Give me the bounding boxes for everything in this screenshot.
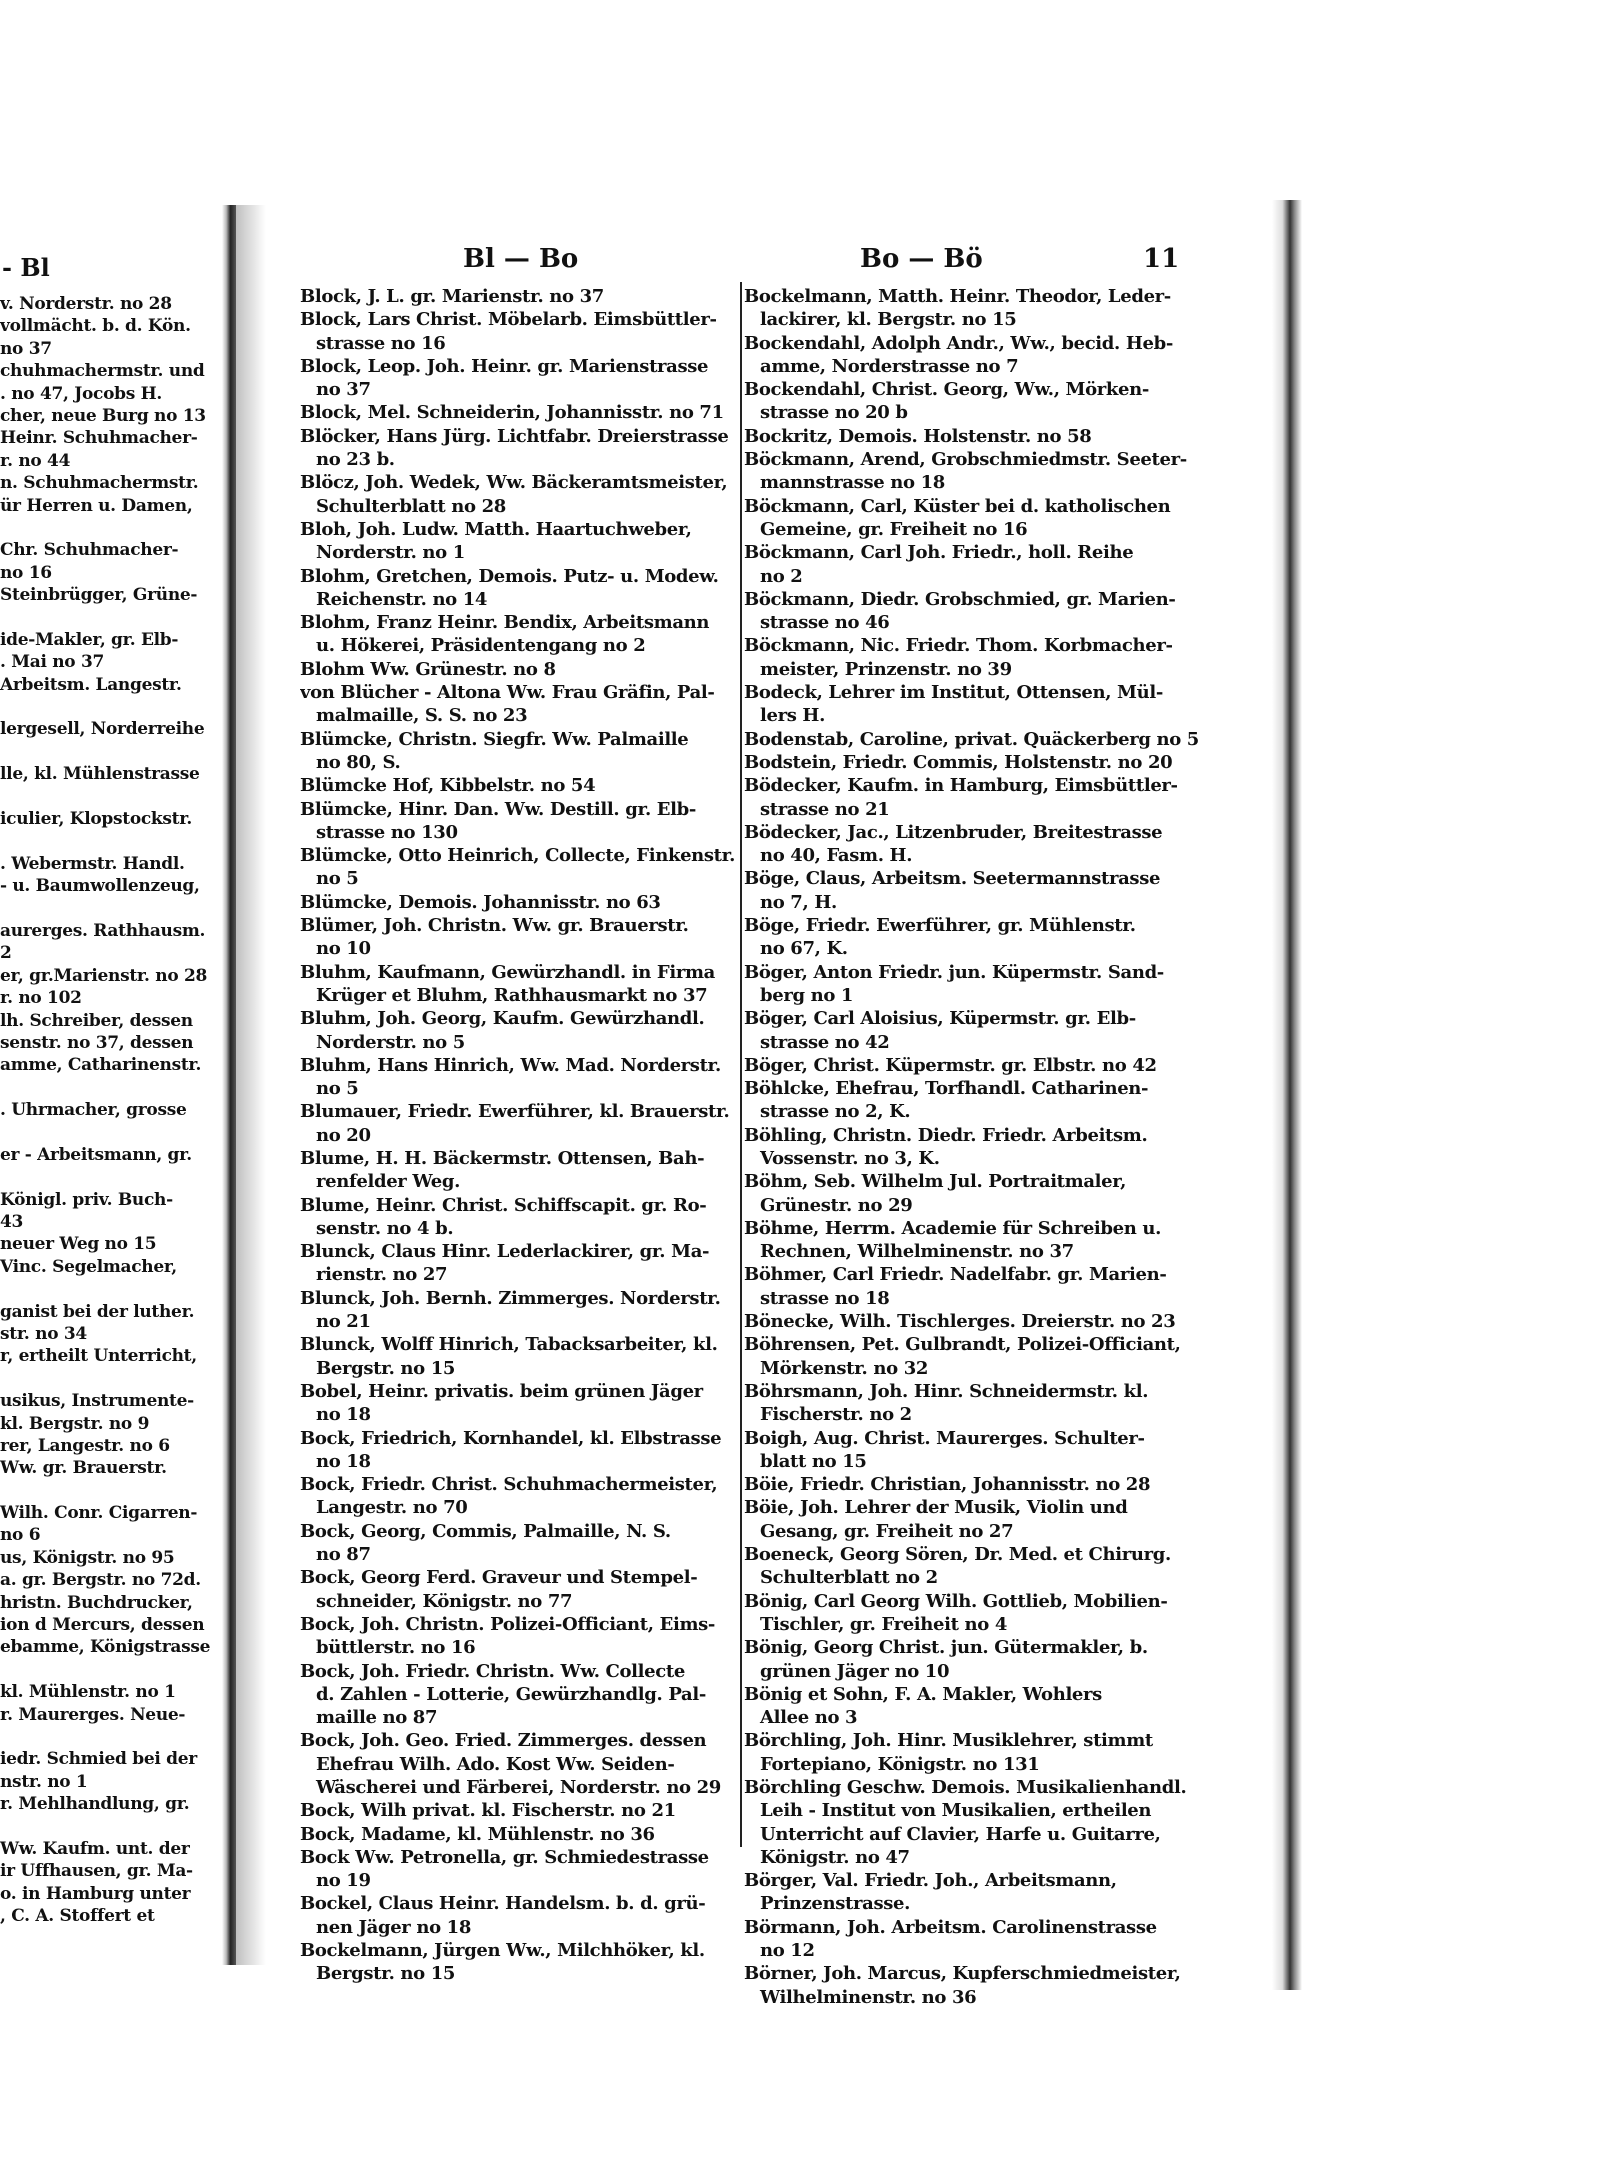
directory-entry-line: Boigh, Aug. Christ. Maurerges. Schulter-	[744, 1427, 1145, 1449]
directory-entry-line: Blümer, Joh. Christn. Ww. gr. Brauerstr.	[300, 915, 689, 937]
directory-entry-line: Bock, Georg Ferd. Graveur und Stempel-	[300, 1567, 698, 1589]
entry-continuation-line: Rechnen, Wilhelminenstr. no 37	[760, 1241, 1074, 1263]
entry-continuation-line: Prinzenstrasse.	[760, 1893, 911, 1915]
entry-continuation-line: schneider, Königstr. no 77	[316, 1590, 573, 1612]
facing-page-line: vollmächt. b. d. Kön.	[0, 316, 191, 337]
facing-page-line: lh. Schreiber, dessen	[0, 1010, 193, 1031]
entry-continuation-line: Ehefrau Wilh. Ado. Kost Ww. Seiden-	[316, 1753, 675, 1775]
entry-continuation-line: Schulterblatt no 28	[316, 495, 506, 517]
entry-continuation-line: Gemeine, gr. Freiheit no 16	[760, 518, 1028, 540]
facing-page-line: Steinbrügger, Grüne-	[0, 585, 198, 606]
facing-page-line: er, gr.Marienstr. no 28	[0, 965, 208, 986]
facing-page-line: 43	[0, 1212, 24, 1233]
facing-page-line: a. gr. Bergstr. no 72d.	[0, 1570, 201, 1591]
directory-entry-line: Böhme, Herrm. Academie für Schreiben u.	[744, 1217, 1162, 1239]
entry-continuation-line: malmaille, S. S. no 23	[316, 705, 528, 727]
entry-continuation-line: Allee no 3	[760, 1707, 858, 1729]
entry-continuation-line: no 87	[316, 1544, 371, 1566]
facing-page-line: - u. Baumwollenzeug,	[0, 876, 200, 897]
directory-entry-line: Bock, Wilh privat. kl. Fischerstr. no 21	[300, 1800, 676, 1822]
entry-continuation-line: no 20	[316, 1124, 371, 1146]
facing-page-line	[0, 898, 225, 920]
directory-entry-line: Börger, Val. Friedr. Joh., Arbeitsmann,	[744, 1870, 1117, 1892]
directory-entry-line: Bock, Joh. Friedr. Christn. Ww. Collecte	[300, 1660, 685, 1682]
book-fold	[222, 205, 236, 1965]
entry-continuation-line: Tischler, gr. Freiheit no 4	[760, 1613, 1007, 1635]
directory-entry-line: Bönecke, Wilh. Tischlerges. Dreierstr. no 23	[744, 1311, 1176, 1333]
entry-continuation-line: berg no 1	[760, 984, 854, 1006]
entry-continuation-line: Langestr. no 70	[316, 1497, 468, 1519]
facing-page-line: usikus, Instrumente-	[0, 1391, 194, 1412]
directory-entry-line: Bockelmann, Jürgen Ww., Milchhöker, kl.	[300, 1940, 705, 1962]
facing-page-line: str. no 34	[0, 1323, 87, 1344]
entry-continuation-line: Reichenstr. no 14	[316, 588, 488, 610]
directory-entry-line: Blunck, Joh. Bernh. Zimmerges. Norderstr.	[300, 1287, 721, 1309]
facing-page-line: kl. Bergstr. no 9	[0, 1413, 150, 1434]
entry-continuation-line: strasse no 42	[760, 1031, 890, 1053]
entry-continuation-line: Grünestr. no 29	[760, 1194, 913, 1216]
directory-entry-line: Blumauer, Friedr. Ewerführer, kl. Brauerstr.	[300, 1101, 730, 1123]
directory-entry-line: Börchling, Joh. Hinr. Musiklehrer, stimmt	[744, 1730, 1153, 1752]
directory-entry-line: Böie, Joh. Lehrer der Musik, Violin und	[744, 1497, 1128, 1519]
entry-continuation-line: no 18	[316, 1450, 371, 1472]
entry-continuation-line: strasse no 16	[316, 332, 446, 354]
entry-continuation-line: lackirer, kl. Bergstr. no 15	[760, 309, 1017, 331]
facing-page-line: r. no 102	[0, 988, 82, 1009]
directory-entry-line: Böge, Claus, Arbeitsm. Seetermannstrasse	[744, 868, 1161, 890]
facing-page-line	[0, 1121, 225, 1143]
directory-entry-line: Bönig, Georg Christ. jun. Gütermakler, b.	[744, 1637, 1148, 1659]
directory-entry-line: Blöcz, Joh. Wedek, Ww. Bäckeramtsmeister,	[300, 472, 728, 494]
facing-page-line: nstr. no 1	[0, 1771, 88, 1792]
facing-page-line	[0, 517, 225, 539]
facing-page-line: Heinr. Schuhmacher-	[0, 428, 198, 449]
directory-entry-line: Blunck, Claus Hinr. Lederlackirer, gr. Ma-	[300, 1241, 710, 1263]
directory-entry-line: Bödecker, Kaufm. in Hamburg, Eimsbüttler-	[744, 775, 1178, 797]
entry-continuation-line: no 37	[316, 379, 371, 401]
directory-entry-line: Böger, Christ. Küpermstr. gr. Elbstr. no 42	[744, 1054, 1157, 1076]
facing-page-line	[0, 786, 225, 808]
entry-continuation-line: no 21	[316, 1311, 371, 1333]
directory-entry-line: Bockendahl, Adolph Andr., Ww., becid. Heb-	[744, 332, 1173, 354]
entry-continuation-line: Bergstr. no 15	[316, 1963, 456, 1985]
facing-page-line: hristn. Buchdrucker,	[0, 1592, 193, 1613]
facing-page-line: . Uhrmacher, grosse	[0, 1100, 187, 1121]
directory-entry-line: Bock Ww. Petronella, gr. Schmiedestrasse	[300, 1846, 709, 1868]
facing-page-line: ganist bei der luther.	[0, 1301, 195, 1322]
entry-continuation-line: Wäscherei und Färberei, Norderstr. no 29	[316, 1777, 721, 1798]
facing-page-line: senstr. no 37, dessen	[0, 1032, 194, 1053]
directory-entry-line: Blohm, Franz Heinr. Bendix, Arbeitsmann	[300, 612, 710, 634]
directory-entry-line: Börner, Joh. Marcus, Kupferschmiedmeister,	[744, 1963, 1181, 1985]
entry-continuation-line: no 18	[316, 1404, 371, 1426]
facing-page-line: kl. Mühlenstr. no 1	[0, 1682, 176, 1703]
facing-page-line: Vinc. Segelmacher,	[0, 1256, 177, 1277]
directory-entry-line: Blohm, Gretchen, Demois. Putz- u. Modew.	[300, 565, 719, 587]
facing-page-line: r. Maurerges. Neue-	[0, 1704, 186, 1725]
directory-page	[248, 210, 1300, 2008]
directory-entry-line: Blümcke, Christn. Siegfr. Ww. Palmaille	[300, 728, 689, 750]
directory-entry-line: Bock, Georg, Commis, Palmaille, N. S.	[300, 1520, 671, 1542]
facing-page-line: amme, Catharinenstr.	[0, 1055, 202, 1076]
directory-entry-line: Bloh, Joh. Ludw. Matth. Haartuchweber,	[300, 518, 692, 540]
directory-entry-line: Bockel, Claus Heinr. Handelsm. b. d. grü-	[300, 1893, 706, 1915]
facing-page-line: r. no 44	[0, 450, 71, 471]
facing-page-line: n. Schuhmachermstr.	[0, 473, 199, 494]
entry-continuation-line: Leih - Institut von Musikalien, ertheilen	[760, 1800, 1152, 1822]
directory-entry-line: Börmann, Joh. Arbeitsm. Carolinenstrasse	[744, 1916, 1157, 1938]
entry-continuation-line: renfelder Weg.	[316, 1171, 460, 1193]
entry-continuation-line: no 80, S.	[316, 751, 401, 773]
entry-continuation-line: strasse no 2, K.	[760, 1101, 911, 1123]
directory-entry-line: Blümcke, Demois. Johannisstr. no 63	[300, 891, 661, 913]
entry-continuation-line: strasse no 130	[316, 821, 458, 843]
facing-page-line: iculier, Klopstockstr.	[0, 808, 192, 829]
facing-page-line	[0, 1726, 225, 1748]
facing-page-line: o. in Hamburg unter	[0, 1883, 191, 1904]
facing-page-line: r. Mehlhandlung, gr.	[0, 1794, 190, 1815]
directory-entry-line: Bodeck, Lehrer im Institut, Ottensen, Mül-	[744, 682, 1163, 704]
directory-entry-line: Blume, H. H. Bäckermstr. Ottensen, Bah-	[300, 1147, 705, 1169]
directory-entry-line: Boeneck, Georg Sören, Dr. Med. et Chirurg.	[744, 1544, 1171, 1566]
facing-page-line: no 6	[0, 1525, 41, 1546]
entry-continuation-line: Bergstr. no 15	[316, 1357, 456, 1379]
facing-page-line: lergesell, Norderreihe	[0, 719, 205, 740]
directory-entry-line: Böckmann, Nic. Friedr. Thom. Korbmacher-	[744, 635, 1173, 657]
facing-page-line: . Mai no 37	[0, 652, 105, 673]
directory-entry-line: Bockendahl, Christ. Georg, Ww., Mörken-	[744, 379, 1149, 401]
directory-entry-line: Bock, Friedrich, Kornhandel, kl. Elbstrasse	[300, 1427, 722, 1449]
facing-page-line	[0, 1166, 225, 1188]
entry-continuation-line: no 67, K.	[760, 938, 848, 960]
facing-page-line: ide-Makler, gr. Elb-	[0, 629, 179, 650]
page-number: 11	[1143, 244, 1180, 274]
facing-page-fragment	[0, 205, 225, 1965]
directory-entry-line: Block, Mel. Schneiderin, Johannisstr. no 71	[300, 402, 724, 424]
facing-page-line	[0, 1480, 225, 1502]
facing-page-line: 2	[0, 943, 12, 964]
facing-page-line: iedr. Schmied bei der	[0, 1749, 197, 1770]
facing-page-header: - Bl	[2, 253, 50, 282]
directory-entry-line: Bluhm, Hans Hinrich, Ww. Mad. Norderstr.	[300, 1054, 721, 1076]
entry-continuation-line: strasse no 46	[760, 612, 890, 634]
facing-page-line: Königl. priv. Buch-	[0, 1189, 173, 1210]
directory-entry-line: Block, Lars Christ. Möbelarb. Eimsbüttler-	[300, 309, 717, 331]
facing-page-line: . no 47, Jocobs H.	[0, 383, 162, 404]
facing-page-line	[0, 606, 225, 628]
entry-continuation-line: maille no 87	[316, 1707, 438, 1729]
facing-page-line: ion d Mercurs, dessen	[0, 1615, 205, 1636]
directory-entry-line: Bock, Joh. Geo. Fried. Zimmerges. dessen	[300, 1730, 707, 1752]
directory-entry-line: von Blücher - Altona Ww. Frau Gräfin, Pal-	[300, 682, 715, 704]
entry-continuation-line: senstr. no 4 b.	[316, 1217, 454, 1239]
facing-page-text	[0, 293, 225, 1928]
directory-entry-line: Böhling, Christn. Diedr. Friedr. Arbeitsm.	[744, 1124, 1148, 1146]
directory-entry-line: Börchling Geschw. Demois. Musikalienhandl.	[744, 1777, 1187, 1798]
entry-continuation-line: meister, Prinzenstr. no 39	[760, 658, 1012, 680]
entry-continuation-line: rienstr. no 27	[316, 1264, 448, 1286]
entry-continuation-line: Gesang, gr. Freiheit no 27	[760, 1520, 1014, 1542]
directory-entry-line: Böge, Friedr. Ewerführer, gr. Mühlenstr.	[744, 915, 1136, 937]
entry-continuation-line: d. Zahlen - Lotterie, Gewürzhandlg. Pal-	[316, 1683, 706, 1705]
facing-page-line	[0, 1816, 225, 1838]
facing-page-line	[0, 1077, 225, 1099]
entry-continuation-line: strasse no 21	[760, 798, 890, 820]
directory-entry-line: Böhlcke, Ehefrau, Torfhandl. Catharinen-	[744, 1078, 1149, 1100]
directory-entry-line: Böie, Friedr. Christian, Johannisstr. no 28	[744, 1474, 1151, 1496]
facing-page-line: Ww. Kaufm. unt. der	[0, 1838, 190, 1859]
facing-page-line: Chr. Schuhmacher-	[0, 540, 179, 561]
entry-continuation-line: no 23 b.	[316, 449, 395, 471]
facing-page-line: Wilh. Conr. Cigarren-	[0, 1503, 198, 1524]
directory-entry-line: Böckmann, Carl, Küster bei d. katholischen	[744, 495, 1171, 517]
entry-continuation-line: no 12	[760, 1940, 815, 1962]
entry-continuation-line: Krüger et Bluhm, Rathhausmarkt no 37	[316, 984, 708, 1006]
entry-continuation-line: Wilhelminenstr. no 36	[760, 1986, 977, 2008]
directory-entry-line: Bodstein, Friedr. Commis, Holstenstr. no 20	[744, 751, 1173, 773]
directory-entry-line: Blohm Ww. Grünestr. no 8	[300, 658, 556, 680]
entry-continuation-line: amme, Norderstrasse no 7	[760, 355, 1019, 377]
facing-page-line: aurerges. Rathhausm.	[0, 920, 206, 941]
entry-continuation-line: grünen Jäger no 10	[760, 1660, 950, 1682]
directory-entry-line: Blöcker, Hans Jürg. Lichtfabr. Dreierstrasse	[300, 425, 729, 447]
directory-entry-line: Böger, Anton Friedr. jun. Küpermstr. Sand-	[744, 961, 1164, 983]
facing-page-line: . Webermstr. Handl.	[0, 853, 185, 874]
entry-continuation-line: no 5	[316, 868, 359, 890]
facing-page-line: us, Königstr. no 95	[0, 1547, 175, 1568]
running-header-right: Bo — Bö	[860, 244, 983, 274]
facing-page-line: no 37	[0, 338, 52, 359]
directory-entry-line: Bluhm, Kaufmann, Gewürzhandl. in Firma	[300, 961, 715, 983]
entry-continuation-line: Schulterblatt no 2	[760, 1567, 938, 1589]
facing-page-line: lle, kl. Mühlenstrasse	[0, 764, 200, 785]
directory-entry-line: Böhmer, Carl Friedr. Nadelfabr. gr. Marien-	[744, 1264, 1167, 1286]
facing-page-line: Arbeitsm. Langestr.	[0, 674, 182, 695]
facing-page-line	[0, 1368, 225, 1390]
facing-page-line: rer, Langestr. no 6	[0, 1435, 170, 1456]
entry-continuation-line: no 2	[760, 565, 803, 587]
facing-page-line: ir Uffhausen, gr. Ma-	[0, 1861, 193, 1882]
entry-continuation-line: strasse no 20 b	[760, 402, 908, 424]
directory-entry-line: Böger, Carl Aloisius, Küpermstr. gr. Elb-	[744, 1008, 1136, 1030]
entry-continuation-line: Fortepiano, Königstr. no 131	[760, 1753, 1040, 1775]
directory-entry-line: Bluhm, Joh. Georg, Kaufm. Gewürzhandl.	[300, 1008, 705, 1030]
facing-page-line	[0, 696, 225, 718]
facing-page-line: er - Arbeitsmann, gr.	[0, 1144, 192, 1165]
directory-entry-line: Bockritz, Demois. Holstenstr. no 58	[744, 425, 1092, 447]
directory-entry-line: Böhrsmann, Joh. Hinr. Schneidermstr. kl.	[744, 1380, 1149, 1402]
facing-page-line	[0, 1659, 225, 1681]
entry-continuation-line: Königstr. no 47	[760, 1846, 910, 1868]
facing-page-line: ebamme, Königstrasse	[0, 1637, 211, 1658]
directory-entry-line: Bock, Madame, kl. Mühlenstr. no 36	[300, 1823, 655, 1845]
directory-entry-line: Blümcke, Otto Heinrich, Collecte, Finkenstr.	[300, 845, 736, 867]
entry-continuation-line: strasse no 18	[760, 1287, 890, 1309]
entry-continuation-line: u. Hökerei, Präsidentengang no 2	[316, 635, 646, 657]
entry-continuation-line: mannstrasse no 18	[760, 472, 945, 494]
entry-continuation-line: no 19	[316, 1870, 371, 1892]
entry-continuation-line: büttlerstr. no 16	[316, 1637, 476, 1659]
facing-page-line	[0, 1278, 225, 1300]
entry-continuation-line: no 40, Fasm. H.	[760, 845, 913, 867]
entry-continuation-line: no 7, H.	[760, 891, 837, 913]
directory-entry-line: Böhm, Seb. Wilhelm Jul. Portraitmaler,	[744, 1171, 1126, 1193]
page-edge	[1272, 200, 1302, 1990]
directory-entry-line: Bobel, Heinr. privatis. beim grünen Jäger	[300, 1380, 703, 1402]
facing-page-line: chuhmachermstr. und	[0, 361, 205, 382]
directory-entry-line: Bödecker, Jac., Litzenbruder, Breitestrasse	[744, 821, 1163, 843]
directory-entry-line: Bock, Friedr. Christ. Schuhmachermeister,	[300, 1474, 718, 1496]
facing-page-line: r, ertheilt Unterricht,	[0, 1346, 197, 1367]
entry-continuation-line: Unterricht auf Clavier, Harfe u. Guitarre,	[760, 1823, 1161, 1845]
entry-continuation-line: lers H.	[760, 705, 825, 727]
entry-continuation-line: nen Jäger no 18	[316, 1916, 472, 1938]
facing-page-line: no 16	[0, 562, 52, 583]
directory-entry-line: Blümcke Hof, Kibbelstr. no 54	[300, 775, 596, 797]
directory-entry-line: Bönig, Carl Georg Wilh. Gottlieb, Mobilien-	[744, 1590, 1168, 1612]
entry-continuation-line: Mörkenstr. no 32	[760, 1357, 929, 1379]
directory-entry-line: Blume, Heinr. Christ. Schiffscapit. gr. Ro-	[300, 1194, 707, 1216]
facing-page-line	[0, 830, 225, 852]
directory-entry-line: Böhrensen, Pet. Gulbrandt, Polizei-Officiant,	[744, 1334, 1181, 1356]
facing-page-line: ür Herren u. Damen,	[0, 495, 193, 516]
directory-entry-line: Böckmann, Arend, Grobschmiedmstr. Seeter-	[744, 449, 1187, 471]
entry-continuation-line: blatt no 15	[760, 1450, 867, 1472]
facing-page-line: , C. A. Stoffert et	[0, 1906, 155, 1927]
directory-entry-line: Blümcke, Hinr. Dan. Ww. Destill. gr. Elb-	[300, 798, 696, 820]
directory-entry-line: Block, J. L. gr. Marienstr. no 37	[300, 286, 604, 307]
facing-page-line: v. Norderstr. no 28	[0, 294, 172, 314]
entries-column-right	[744, 285, 1252, 2009]
entry-continuation-line: Vossenstr. no 3, K.	[760, 1147, 940, 1169]
facing-page-line	[0, 741, 225, 763]
entry-continuation-line: Norderstr. no 5	[316, 1031, 465, 1053]
facing-page-line: cher, neue Burg no 13	[0, 405, 206, 426]
facing-page-line: Ww. gr. Brauerstr.	[0, 1458, 167, 1479]
directory-entry-line: Bönig et Sohn, F. A. Makler, Wohlers	[744, 1683, 1102, 1705]
facing-page-line: neuer Weg no 15	[0, 1234, 157, 1255]
entry-continuation-line: Fischerstr. no 2	[760, 1404, 912, 1426]
directory-entry-line: Block, Leop. Joh. Heinr. gr. Marienstrasse	[300, 355, 709, 377]
directory-entry-line: Böckmann, Diedr. Grobschmied, gr. Marien-	[744, 588, 1176, 610]
directory-entry-line: Bodenstab, Caroline, privat. Quäckerberg no 5	[744, 728, 1199, 750]
directory-entry-line: Bockelmann, Matth. Heinr. Theodor, Leder-	[744, 286, 1171, 307]
entry-continuation-line: no 5	[316, 1078, 359, 1100]
entry-continuation-line: no 10	[316, 938, 371, 960]
entry-continuation-line: Norderstr. no 1	[316, 542, 465, 564]
directory-entry-line: Böckmann, Carl Joh. Friedr., holl. Reihe	[744, 542, 1134, 564]
column-divider	[740, 282, 742, 1847]
entries-column-left	[300, 285, 808, 1986]
directory-entry-line: Bock, Joh. Christn. Polizei-Officiant, Eims-	[300, 1613, 716, 1635]
directory-entry-line: Blunck, Wolff Hinrich, Tabacksarbeiter, kl.	[300, 1334, 718, 1356]
running-header-left: Bl — Bo	[463, 244, 579, 274]
